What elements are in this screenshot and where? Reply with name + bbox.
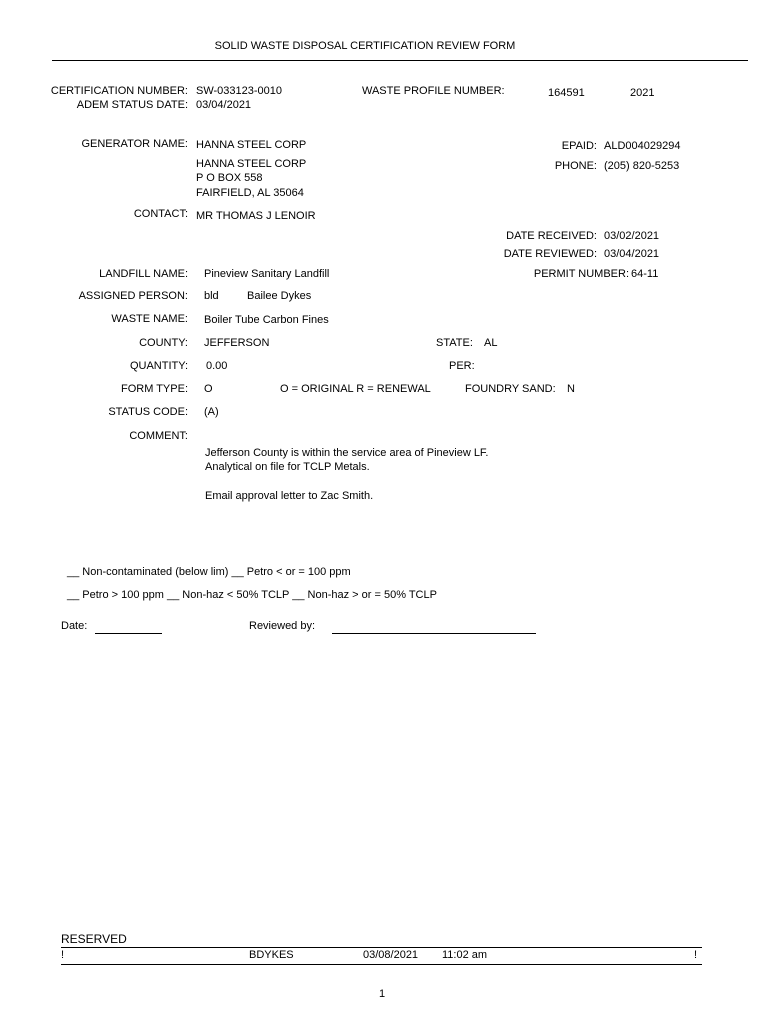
quantity: 0.00 xyxy=(206,360,228,372)
generator-name: HANNA STEEL CORP xyxy=(196,139,307,151)
checklist-line2: __ Petro > 100 ppm __ Non-haz < 50% TCLP __ Non-haz > or = 50% TCLP xyxy=(67,589,437,601)
footer-user: BDYKES xyxy=(249,949,294,961)
comment-line2: Analytical on file for TCLP Metals. xyxy=(205,461,370,473)
foundry-sand-label: FOUNDRY SAND: xyxy=(465,383,556,395)
state: AL xyxy=(484,337,498,349)
date-reviewed: 03/04/2021 xyxy=(604,248,660,260)
header-rule xyxy=(52,60,748,61)
generator-address-line2: P O BOX 558 xyxy=(196,172,263,184)
certification-number-label: CERTIFICATION NUMBER: xyxy=(50,85,188,97)
generator-address-line1: HANNA STEEL CORP xyxy=(196,158,307,170)
per-label: PER: xyxy=(449,360,475,372)
epaid-label: EPAID: xyxy=(561,140,597,152)
assigned-person-code: bld xyxy=(204,290,219,302)
footer-bang-right: ! xyxy=(694,949,698,961)
status-code: (A) xyxy=(204,406,219,418)
waste-profile-number-label: WASTE PROFILE NUMBER: xyxy=(362,85,505,97)
reserved-label: RESERVED xyxy=(61,932,127,946)
epaid: ALD004029294 xyxy=(604,140,681,152)
page-number: 1 xyxy=(378,988,386,1000)
form-type-label: FORM TYPE: xyxy=(120,383,188,395)
phone: (205) 820-5253 xyxy=(604,160,680,172)
reviewed-by-label: Reviewed by: xyxy=(249,620,316,632)
date-received-label: DATE RECEIVED: xyxy=(506,230,597,242)
county-label: COUNTY: xyxy=(139,337,188,349)
comment-line1: Jefferson County is within the service area of Pineview LF. xyxy=(205,447,489,459)
date-label: Date: xyxy=(61,620,88,632)
county: JEFFERSON xyxy=(204,337,270,349)
reviewed-by-signature-line xyxy=(332,633,536,634)
adem-status-date-label: ADEM STATUS DATE: xyxy=(76,99,188,111)
date-received: 03/02/2021 xyxy=(604,230,660,242)
phone-label: PHONE: xyxy=(554,160,597,172)
adem-status-date: 03/04/2021 xyxy=(196,99,252,111)
checklist-line1: __ Non-contaminated (below lim) __ Petro < or = 100 ppm xyxy=(67,566,351,578)
contact: MR THOMAS J LENOIR xyxy=(196,210,316,222)
foundry-sand: N xyxy=(567,383,575,395)
quantity-label: QUANTITY: xyxy=(129,360,188,372)
contact-label: CONTACT: xyxy=(133,208,188,220)
form-title: SOLID WASTE DISPOSAL CERTIFICATION REVIEW FORM xyxy=(214,40,516,52)
permit-number: 64-11 xyxy=(631,268,659,280)
assigned-person-label: ASSIGNED PERSON: xyxy=(78,290,188,302)
state-label: STATE: xyxy=(436,337,473,349)
waste-name: Boiler Tube Carbon Fines xyxy=(204,314,329,326)
footer-rule xyxy=(61,947,702,948)
footer-time: 11:02 am xyxy=(442,949,488,961)
status-code-label: STATUS CODE: xyxy=(108,406,188,418)
footer-rule-bottom xyxy=(61,964,702,965)
date-signature-line xyxy=(95,633,162,634)
waste-profile-year: 2021 xyxy=(630,87,655,99)
comment-label: COMMENT: xyxy=(129,430,188,442)
form-type: O xyxy=(204,383,213,395)
waste-name-label: WASTE NAME: xyxy=(111,313,188,325)
permit-number-label: PERMIT NUMBER: xyxy=(533,268,629,280)
assigned-person-name: Bailee Dykes xyxy=(247,290,312,302)
landfill-name: Pineview Sanitary Landfill xyxy=(204,268,330,280)
generator-name-label: GENERATOR NAME: xyxy=(81,138,188,150)
generator-address-line3: FAIRFIELD, AL 35064 xyxy=(196,187,304,199)
footer-bang-left: ! xyxy=(61,949,65,961)
footer-date: 03/08/2021 xyxy=(363,949,419,961)
waste-profile-number: 164591 xyxy=(548,87,585,99)
comment-line3: Email approval letter to Zac Smith. xyxy=(205,490,374,502)
certification-number: SW-033123-0010 xyxy=(196,85,283,97)
form-type-legend: O = ORIGINAL R = RENEWAL xyxy=(280,383,431,395)
landfill-name-label: LANDFILL NAME: xyxy=(99,268,188,280)
date-reviewed-label: DATE REVIEWED: xyxy=(503,248,597,260)
